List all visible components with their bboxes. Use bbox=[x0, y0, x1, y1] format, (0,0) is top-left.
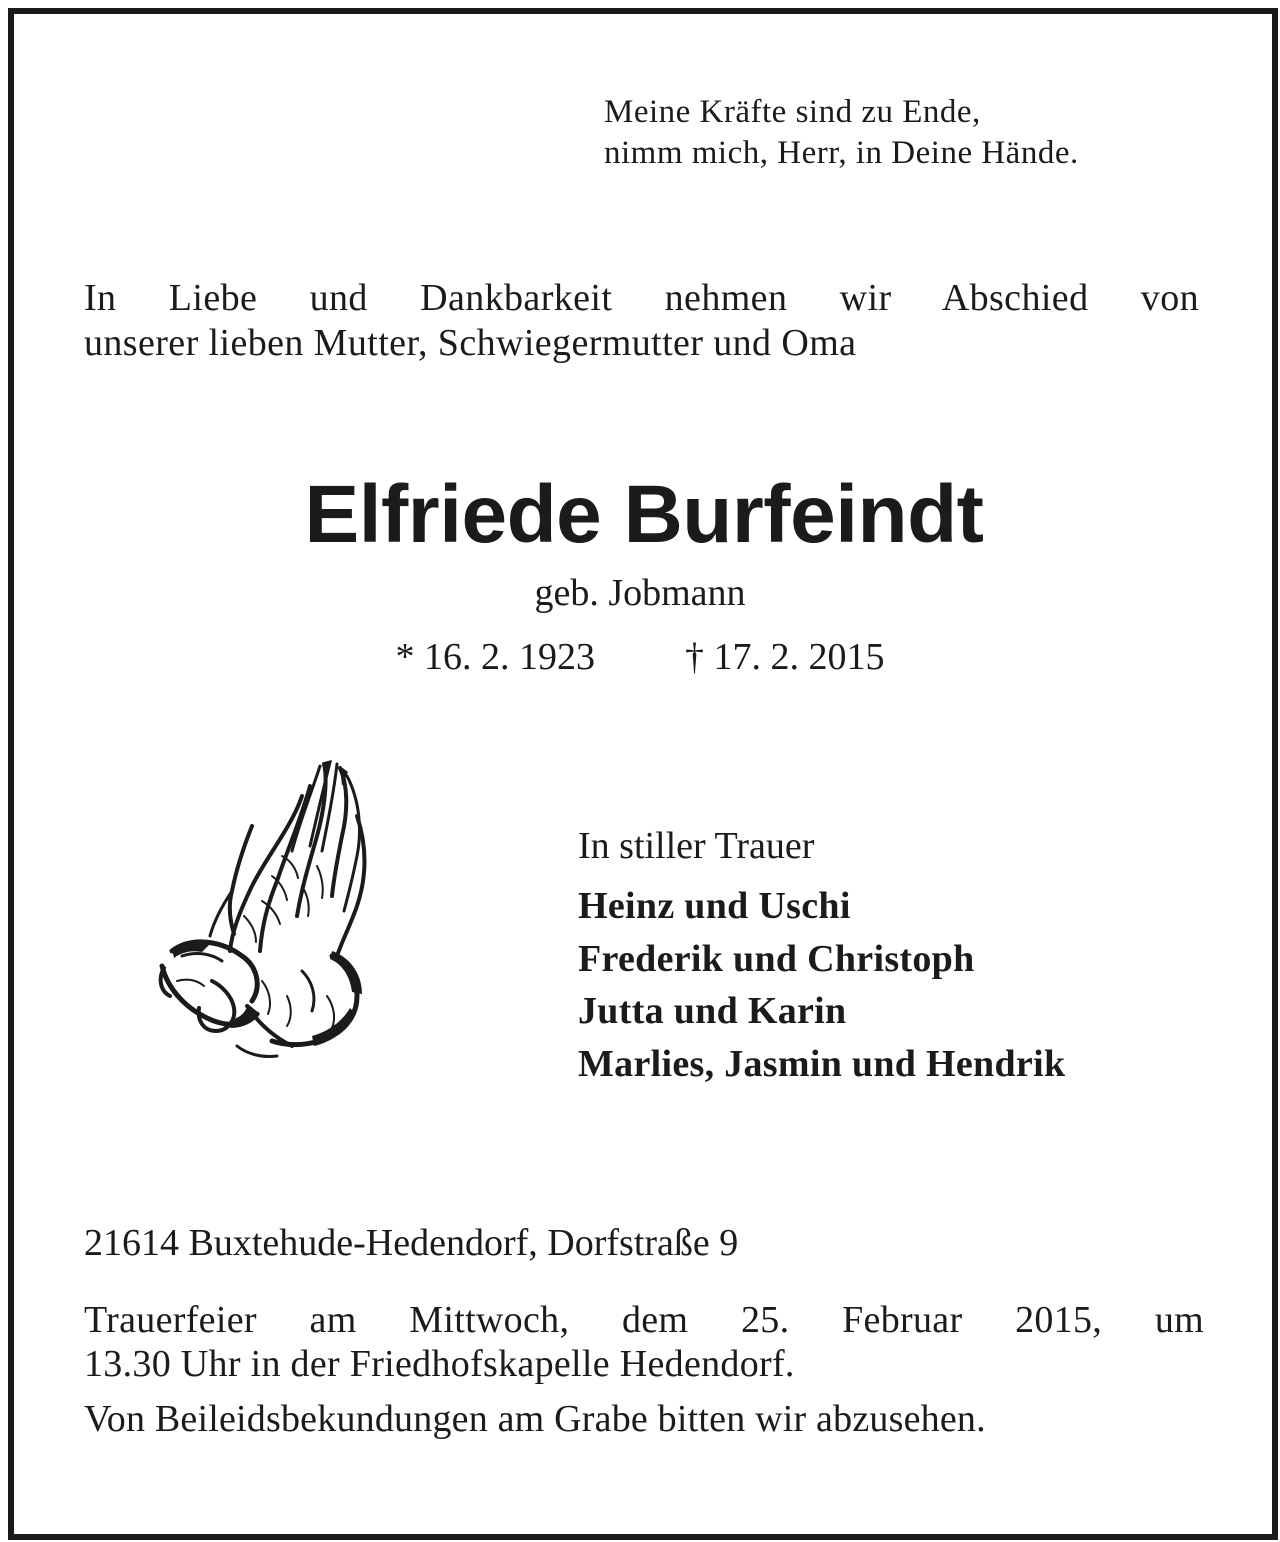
mourner-name: Jutta und Karin bbox=[578, 990, 847, 1032]
birth-date: * 16. 2. 1923 bbox=[395, 636, 595, 678]
birth-name: geb. Jobmann bbox=[534, 572, 746, 614]
motto-verse bbox=[604, 92, 1224, 174]
life-dates bbox=[0, 634, 1280, 680]
mourner-name: Heinz und Uschi bbox=[578, 885, 851, 927]
motto-line-2: nimm mich, Herr, in Deine Hände. bbox=[604, 135, 1079, 171]
condolence-note: Von Beileidsbekundungen am Grabe bitten wir abzusehen. bbox=[84, 1398, 986, 1440]
mourners-block bbox=[578, 822, 1238, 1090]
death-date: † 17. 2. 2015 bbox=[685, 636, 885, 678]
motto-line-1: Meine Kräfte sind zu Ende, bbox=[604, 94, 981, 130]
address: 21614 Buxtehude-Hedendorf, Dorfstraße 9 bbox=[84, 1222, 739, 1264]
intro-text bbox=[84, 276, 1199, 366]
ceremony-line-1: Trauerfeier am Mittwoch, dem 25. Februar 2015, um bbox=[84, 1299, 1204, 1341]
praying-hands-icon bbox=[152, 756, 382, 1066]
intro-line-2: unserer lieben Mutter, Schwiegermutter und Oma bbox=[84, 322, 857, 364]
ceremony-info bbox=[84, 1298, 1204, 1386]
mourner-name: Frederik und Christoph bbox=[578, 937, 975, 980]
deceased-name: Elfriede Burfeindt bbox=[304, 469, 984, 560]
mourning-label: In stiller Trauer bbox=[578, 825, 815, 867]
ceremony-line-2: 13.30 Uhr in der Friedhofskapelle Hedendorf. bbox=[84, 1343, 795, 1385]
intro-line-1: In Liebe und Dankbarkeit nehmen wir Abschied von bbox=[84, 277, 1199, 319]
mourner-name: Marlies, Jasmin und Hendrik bbox=[578, 1042, 1066, 1085]
